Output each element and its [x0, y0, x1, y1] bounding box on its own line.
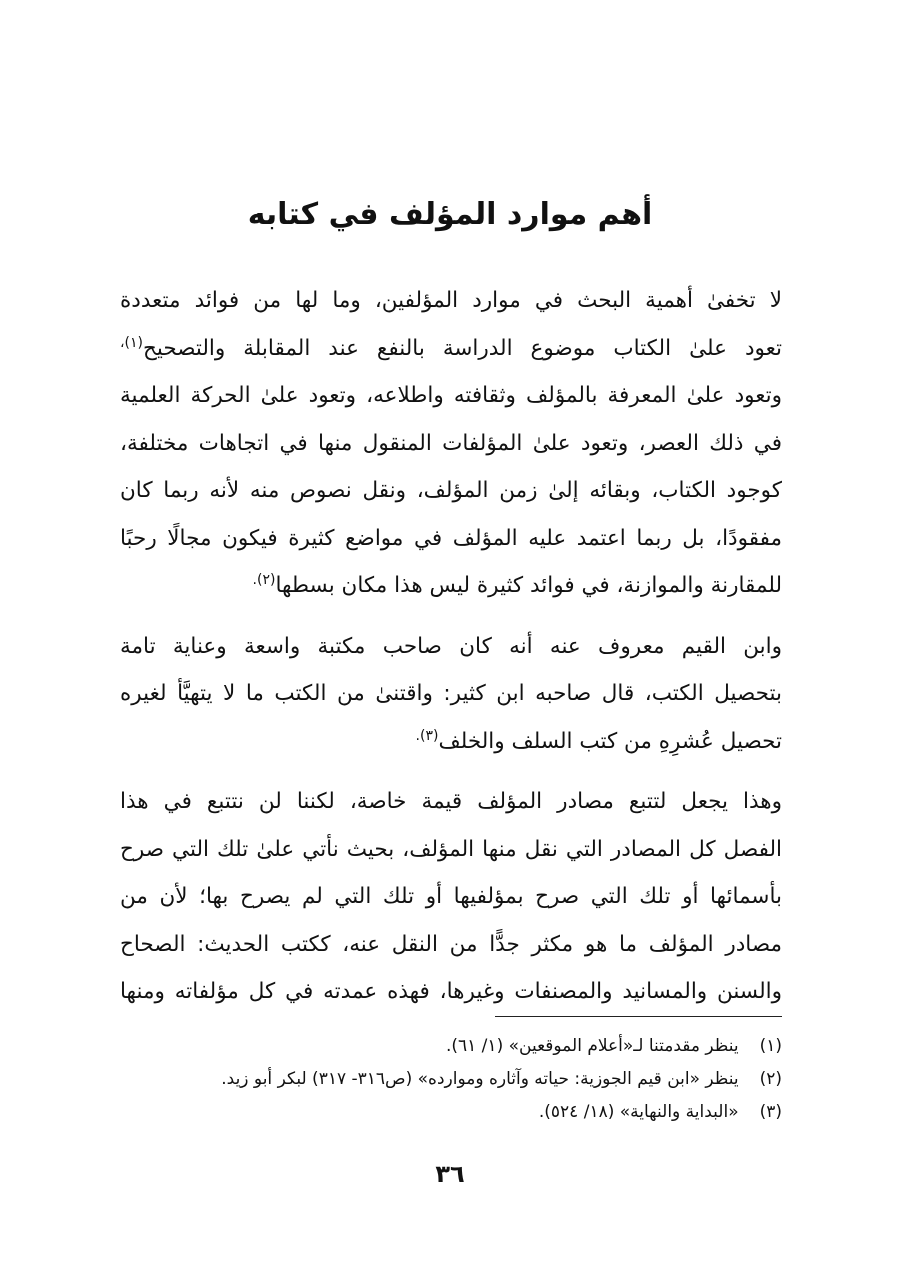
text-line: والسنن والمسانيد والمصنفات وغيرها، فهذه عمدته في كل مؤلفاته ومنها: [120, 979, 782, 1004]
main-text: [120, 277, 782, 1029]
footnote-ref-2[interactable]: (٢).: [252, 571, 276, 588]
page-number: ٣٦: [435, 1160, 465, 1188]
paragraph-3: [120, 778, 782, 1016]
text-line: لا تخفىٰ أهمية البحث في موارد المؤلفين، وما لها من فوائد متعددة: [120, 288, 782, 313]
text-line: تعود علىٰ الكتاب موضوع الدراسة بالنفع عند المقابلة والتصحيح$^{(١)،}$: [120, 334, 782, 361]
text-line: مفقودًا، بل ربما اعتمد عليه المؤلف في مواضع كثيرة فيكون مجالًا رحبًا: [120, 525, 782, 551]
text-line: بتحصيل الكتب، قال صاحبه ابن كثير: واقتنىٰ من الكتب ما لا يتهيَّأ لغيره: [120, 681, 782, 706]
text-line: للمقارنة والموازنة، في فوائد كثيرة ليس هذا مكان بسطها$^{(٢).}$: [252, 571, 782, 598]
footnote-text: «البداية والنهاية» (١٨/ ٥٢٤).: [538, 1102, 739, 1122]
footnote-number: (٣): [759, 1102, 782, 1122]
chapter-title: أهم موارد المؤلف في كتابه: [247, 197, 653, 232]
footnote-divider: [495, 1016, 782, 1017]
text-line: بأسمائها أو تلك التي صرح بمؤلفيها أو تلك التي لم يصرح بها؛ لأن من: [120, 884, 782, 909]
footnote-item: [120, 1096, 782, 1129]
footnote-item: [120, 1063, 782, 1096]
text-line: مصادر المؤلف ما هو مكثر جدًّا من النقل عنه، ككتب الحديث: الصحاح: [120, 931, 782, 957]
footnote-number: (١): [759, 1036, 782, 1056]
text-line: كوجود الكتاب، وبقائه إلىٰ زمن المؤلف، ونقل نصوص منه لأنه ربما كان: [120, 478, 782, 503]
text-line: وهذا يجعل لتتبع مصادر المؤلف قيمة خاصة، لكننا لن نتتبع في هذا: [120, 789, 782, 814]
footnote-text: ينظر «ابن قيم الجوزية: حياته وآثاره وموارده» (ص٣١٦- ٣١٧) لبكر أبو زيد.: [221, 1069, 739, 1089]
text-line: تحصيل عُشرِهِ من كتب السلف والخلف$^{(٣).}$: [415, 727, 782, 754]
footnote-text: ينظر مقدمتنا لـ«أعلام الموقعين» (١/ ٦١).: [445, 1036, 739, 1056]
text-line: وابن القيم معروف عنه أنه كان صاحب مكتبة واسعة وعناية تامة: [120, 633, 782, 659]
footnote-item: [120, 1030, 782, 1063]
footnotes: [120, 1030, 782, 1129]
text-line: الفصل كل المصادر التي نقل منها المؤلف، بحيث نأتي علىٰ تلك التي صرح: [120, 836, 782, 862]
footnote-number: (٢): [759, 1069, 782, 1089]
footnote-ref-3[interactable]: (٣).: [415, 727, 439, 744]
paragraph-1: [120, 277, 782, 610]
text-line: في ذلك العصر، وتعود علىٰ المؤلفات المنقول منها في اتجاهات مختلفة،: [120, 430, 782, 456]
footnote-ref-1[interactable]: (١)،: [120, 334, 143, 351]
text-line: وتعود علىٰ المعرفة بالمؤلف وثقافته واطلاعه، وتعود علىٰ الحركة العلمية: [120, 383, 782, 408]
paragraph-2: [120, 623, 782, 766]
